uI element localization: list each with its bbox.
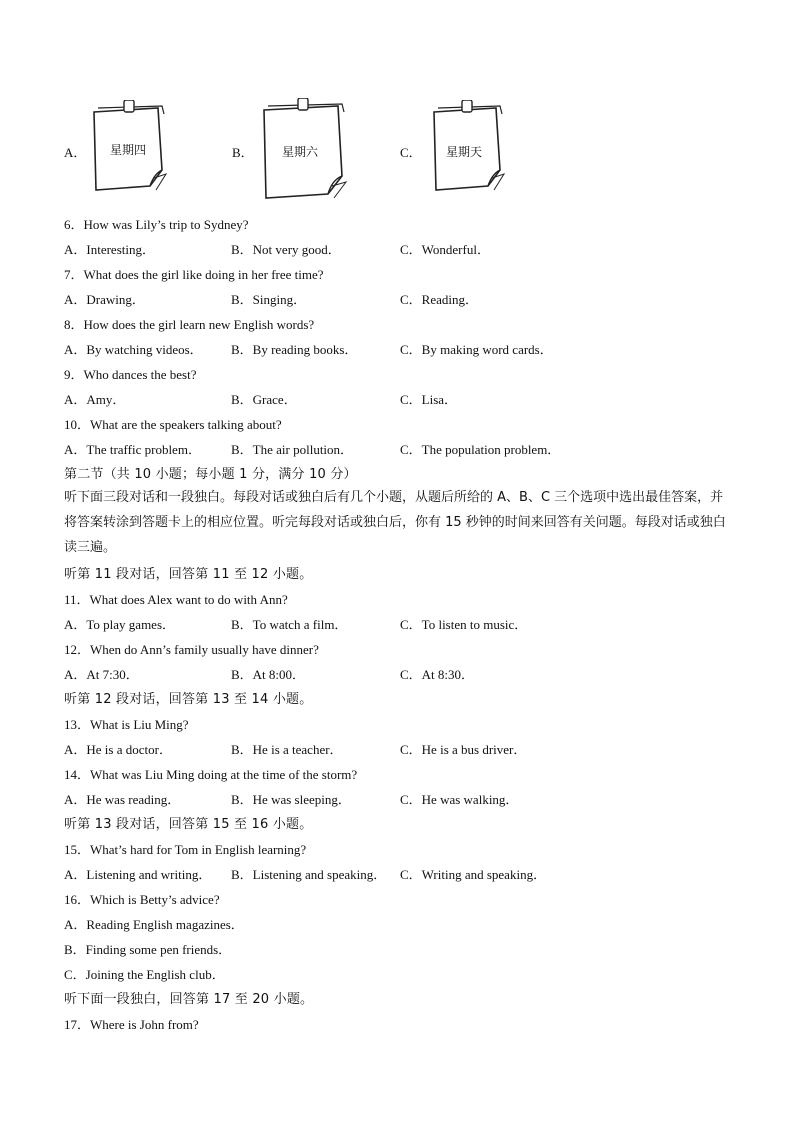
picture-c-label: C． (400, 145, 422, 160)
option-b: B．At 8:00． (231, 667, 306, 682)
option-c: C．Reading． (400, 292, 478, 307)
option-b: B．To watch a film． (231, 617, 348, 632)
option-b: B．The air pollution． (231, 442, 354, 457)
dialog-13-intro: 听第 13 段对话，回答第 15 至 16 小题。 (64, 817, 313, 832)
dialog-12-intro: 听第 12 段对话，回答第 13 至 14 小题。 (64, 692, 313, 707)
calendar-a-text: 星期四 (110, 143, 147, 157)
question-17-text: 17．Where is John from? (64, 1017, 199, 1032)
calendar-c-text: 星期天 (446, 145, 483, 159)
option-c: C．Lisa． (400, 392, 458, 407)
option-c: C．Joining the English club． (64, 967, 225, 982)
option-b: B．Listening and speaking． (231, 867, 387, 882)
picture-b-label: B． (232, 145, 254, 160)
option-b: B．By reading books． (231, 342, 358, 357)
option-b: B．Finding some pen friends． (64, 942, 232, 957)
option-b: B．He is a teacher． (231, 742, 343, 757)
option-c: C．The population problem． (400, 442, 561, 457)
option-c: C．He is a bus driver． (400, 742, 527, 757)
option-c: C．Wonderful． (400, 242, 490, 257)
option-a: A．Drawing． (64, 292, 145, 307)
option-a: A．Reading English magazines． (64, 917, 244, 932)
option-a: A．To play games． (64, 617, 176, 632)
option-c: C．By making word cards． (400, 342, 553, 357)
picture-a-label: A． (64, 145, 87, 160)
question-text: 11．What does Alex want to do with Ann? (64, 592, 288, 607)
option-a: A．By watching videos． (64, 342, 203, 357)
question-text: 13．What is Liu Ming? (64, 717, 189, 732)
question-text: 7．What does the girl like doing in her free time? (64, 267, 324, 282)
option-b: B．Singing． (231, 292, 307, 307)
question-text: 8．How does the girl learn new English words? (64, 317, 315, 332)
section-instructions: 听下面三段对话和一段独白。每段对话或独白后有几个小题，从题后所给的 A、B、C 三个选项中选出最佳答案，并将答案转涂到答题卡上的相应位置。听完每段对话或独白后，你有 15 秒钟的时间来回答有关问题。每段对话或独白读三遍。 (64, 490, 726, 555)
option-a: A．He was reading． (64, 792, 181, 807)
dialog-11-intro: 听第 11 段对话，回答第 11 至 12 小题。 (64, 567, 313, 582)
option-b: B．Not very good． (231, 242, 341, 257)
option-a: A．Listening and writing． (64, 867, 212, 882)
option-a: A．At 7:30． (64, 667, 139, 682)
calendar-b-text: 星期六 (282, 145, 319, 159)
option-c: C．At 8:30． (400, 667, 475, 682)
option-c: C．He was walking． (400, 792, 519, 807)
option-b: B．Grace． (231, 392, 297, 407)
question-text: 6．How was Lily’s trip to Sydney? (64, 217, 249, 232)
question-text: 10．What are the speakers talking about? (64, 417, 282, 432)
question-text: 15．What’s hard for Tom in English learning? (64, 842, 307, 857)
question-text: 16．Which is Betty’s advice? (64, 892, 220, 907)
option-c: C．To listen to music． (400, 617, 528, 632)
monologue-intro: 听下面一段独白，回答第 17 至 20 小题。 (64, 992, 314, 1007)
option-c: C．Writing and speaking． (400, 867, 547, 882)
option-a: A．Amy． (64, 392, 126, 407)
section-heading: 第二节（共 10 小题；每小题 1 分，满分 10 分） (64, 467, 357, 482)
option-a: A．The traffic problem． (64, 442, 201, 457)
question-text: 12．When do Ann’s family usually have dinner? (64, 642, 319, 657)
option-b: B．He was sleeping． (231, 792, 351, 807)
option-a: A．He is a doctor． (64, 742, 172, 757)
question-text: 9．Who dances the best? (64, 367, 197, 382)
question-text: 14．What was Liu Ming doing at the time of the storm? (64, 767, 358, 782)
option-a: A．Interesting． (64, 242, 155, 257)
